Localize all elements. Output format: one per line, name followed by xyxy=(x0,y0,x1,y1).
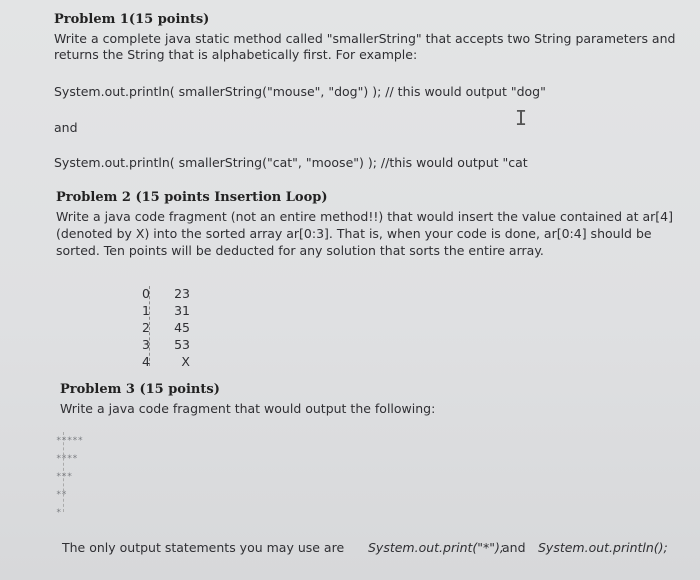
star-row: ***** xyxy=(56,436,84,446)
star-row: **** xyxy=(56,454,78,464)
star-row: *** xyxy=(56,472,73,482)
text-cursor-icon: I xyxy=(515,106,528,130)
array-index: 3 xyxy=(142,337,150,352)
star-row: ** xyxy=(56,490,67,500)
problem1-title: Problem 1(15 points) xyxy=(54,12,210,27)
problem3-footer-and: and xyxy=(502,540,526,555)
array-index: 1 xyxy=(142,303,150,318)
problem2-line3: sorted. Ten points will be deducted for any solution that sorts the entire array. xyxy=(56,243,544,258)
array-value: 23 xyxy=(174,286,190,301)
array-value: 45 xyxy=(174,320,190,335)
problem3-footer-print: System.out.print("*"); xyxy=(368,540,505,555)
problem2-line2: (denoted by X) into the sorted array ar[0:3]. That is, when your code is done, ar[0:4] should be xyxy=(56,226,652,241)
problem1-code1: System.out.println( smallerString("mouse", "dog") ); // this would output "dog" xyxy=(54,84,546,99)
problem2-line1: Write a java code fragment (not an entire method!!) that would insert the value contained at ar[4] xyxy=(56,209,674,224)
problem3-line1: Write a java code fragment that would output the following: xyxy=(60,401,436,416)
array-index: 4 xyxy=(142,354,150,369)
problem3-title: Problem 3 (15 points) xyxy=(60,382,220,397)
array-value: 31 xyxy=(174,303,190,318)
array-value: X xyxy=(181,354,190,369)
array-value: 53 xyxy=(174,337,190,352)
problem2-title: Problem 2 (15 points Insertion Loop) xyxy=(56,190,328,205)
problem1-and: and xyxy=(54,120,78,135)
problem1-line2: returns the String that is alphabetically first. For example: xyxy=(54,47,418,62)
array-index: 2 xyxy=(142,320,150,335)
problem3-footer-label: The only output statements you may use are xyxy=(62,540,345,555)
star-row: * xyxy=(56,508,62,518)
problem3-footer-println: System.out.println(); xyxy=(538,540,668,555)
problem1-line1: Write a complete java static method called "smallerString" that accepts two String parameters and xyxy=(54,31,676,46)
problem1-code2: System.out.println( smallerString("cat", "moose") ); //this would output "cat xyxy=(54,155,528,170)
array-index: 0 xyxy=(142,286,150,301)
